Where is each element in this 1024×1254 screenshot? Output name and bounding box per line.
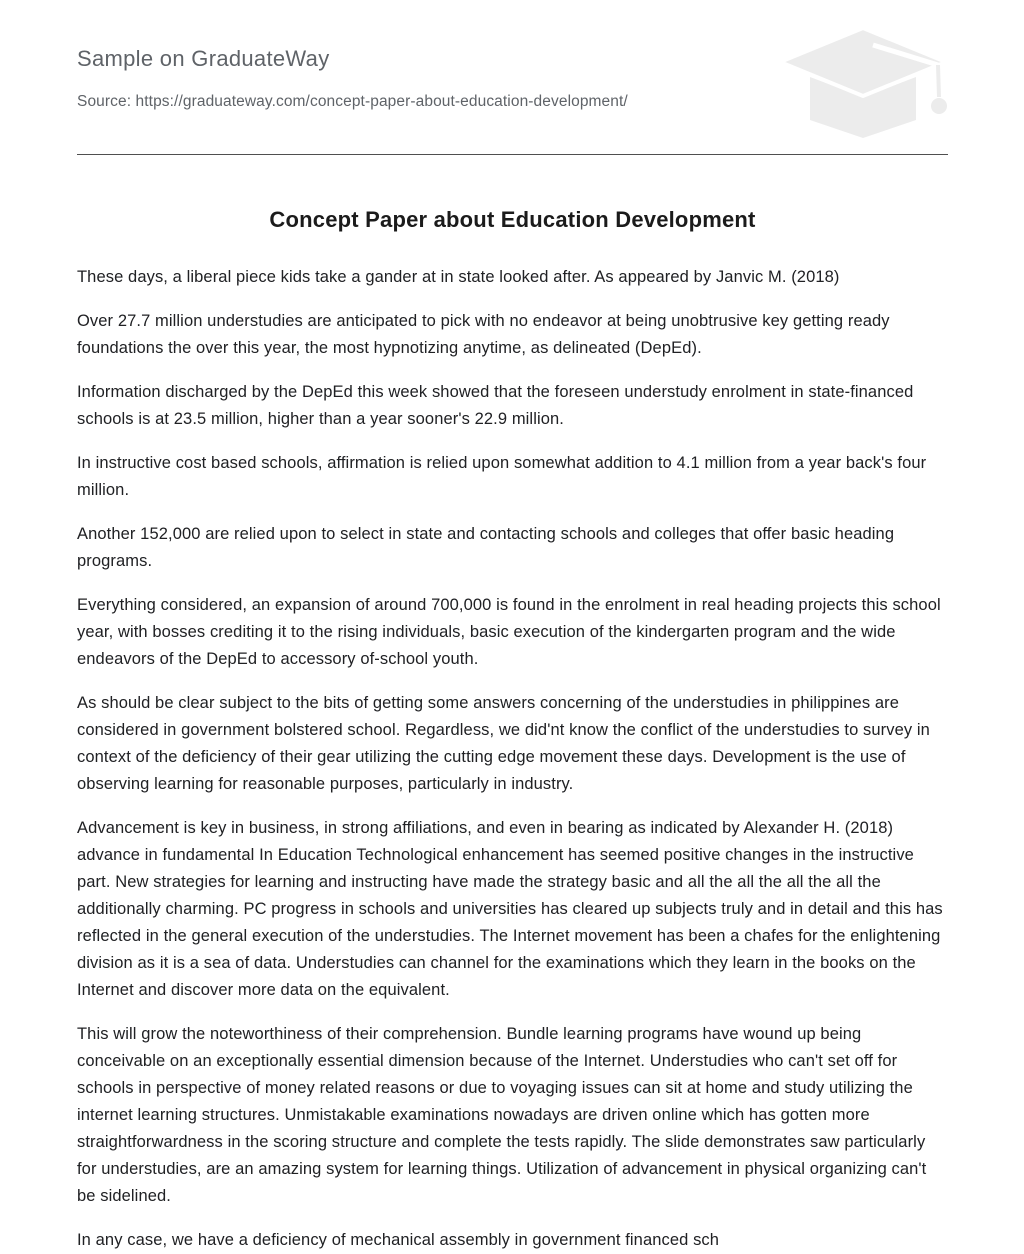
page-title: Concept Paper about Education Development (269, 207, 756, 232)
article-paragraph-9: This will grow the noteworthiness of their comprehension. Bundle learning programs have wound up being conceivable on an exceptionally essential dimension because of the Internet. Understudies who can't set off for schools in perspective of money related reasons or due to voyaging issues can sit at home and study utilizing the internet learning structures. Unmistakable examinations nowadays are driven online which has gotten more straightforwardness in the scoring structure and complete the tests rapidly. The slide demonstrates saw particularly for understudies, are an amazing system for learning things. Utilization of advancement in physical organizing can't be sidelined. (77, 1025, 927, 1205)
article-paragraph-8: Advancement is key in business, in strong affiliations, and even in bearing as indicated by Alexander H. (2018) advance in fundamental In Education Technological enhancement has seemed positive changes in the instructive part. New strategies for learning and instructing have made the strategy basic and all the all the all the all the additionally charming. PC progress in schools and universities has cleared up subjects truly and in detail and this has reflected in the general execution of the understudies. The Internet movement has been a chafes for the enlightening division as it is a sea of data. Understudies can channel for the examinations which they learn in the books on the Internet and discover more data on the equivalent. (77, 819, 943, 999)
article-paragraph-7: As should be clear subject to the bits of getting some answers concerning of the understudies in philippines are considered in government bolstered school. Regardless, we did'nt know the conflict of the understudies to survey in context of the deficiency of their gear utilizing the cutting edge movement these days. Development is the use of observing learning for reasonable purposes, particularly in industry. (77, 694, 930, 793)
article-paragraph-3: Information discharged by the DepEd this week showed that the foreseen understudy enrolment in state-financed schools is at 23.5 million, higher than a year sooner's 22.9 million. (77, 383, 914, 428)
article-paragraph-4: In instructive cost based schools, affirmation is relied upon somewhat addition to 4.1 million from a year back's four million. (77, 454, 927, 499)
article-paragraph-5: Another 152,000 are relied upon to select in state and contacting schools and colleges that offer basic heading programs. (77, 525, 895, 570)
article-paragraph-6: Everything considered, an expansion of around 700,000 is found in the enrolment in real heading projects this school year, with bosses crediting it to the rising individuals, basic execution of the kindergarten program and the wide endeavors of the DepEd to accessory of-school youth. (77, 596, 941, 668)
article-paragraph-2: Over 27.7 million understudies are anticipated to pick with no endeavor at being unobtrusive key getting ready foundations the over this year, the most hypnotizing anytime, as delineated (DepEd). (77, 312, 890, 357)
article-body (77, 207, 948, 1254)
source-url-link[interactable]: https://graduateway.com/concept-paper-about-education-development/ (135, 93, 628, 110)
page-header (77, 46, 948, 112)
header-divider (77, 154, 948, 155)
site-title: Sample on GraduateWay (77, 46, 330, 71)
graduation-cap-icon (778, 27, 948, 139)
article-paragraph-10: In any case, we have a deficiency of mechanical assembly in government financed sch (77, 1231, 720, 1249)
article-paragraph-1: These days, a liberal piece kids take a gander at in state looked after. As appeared by Janvic M. (2018) (77, 268, 840, 286)
source-label: Source: (77, 93, 132, 110)
